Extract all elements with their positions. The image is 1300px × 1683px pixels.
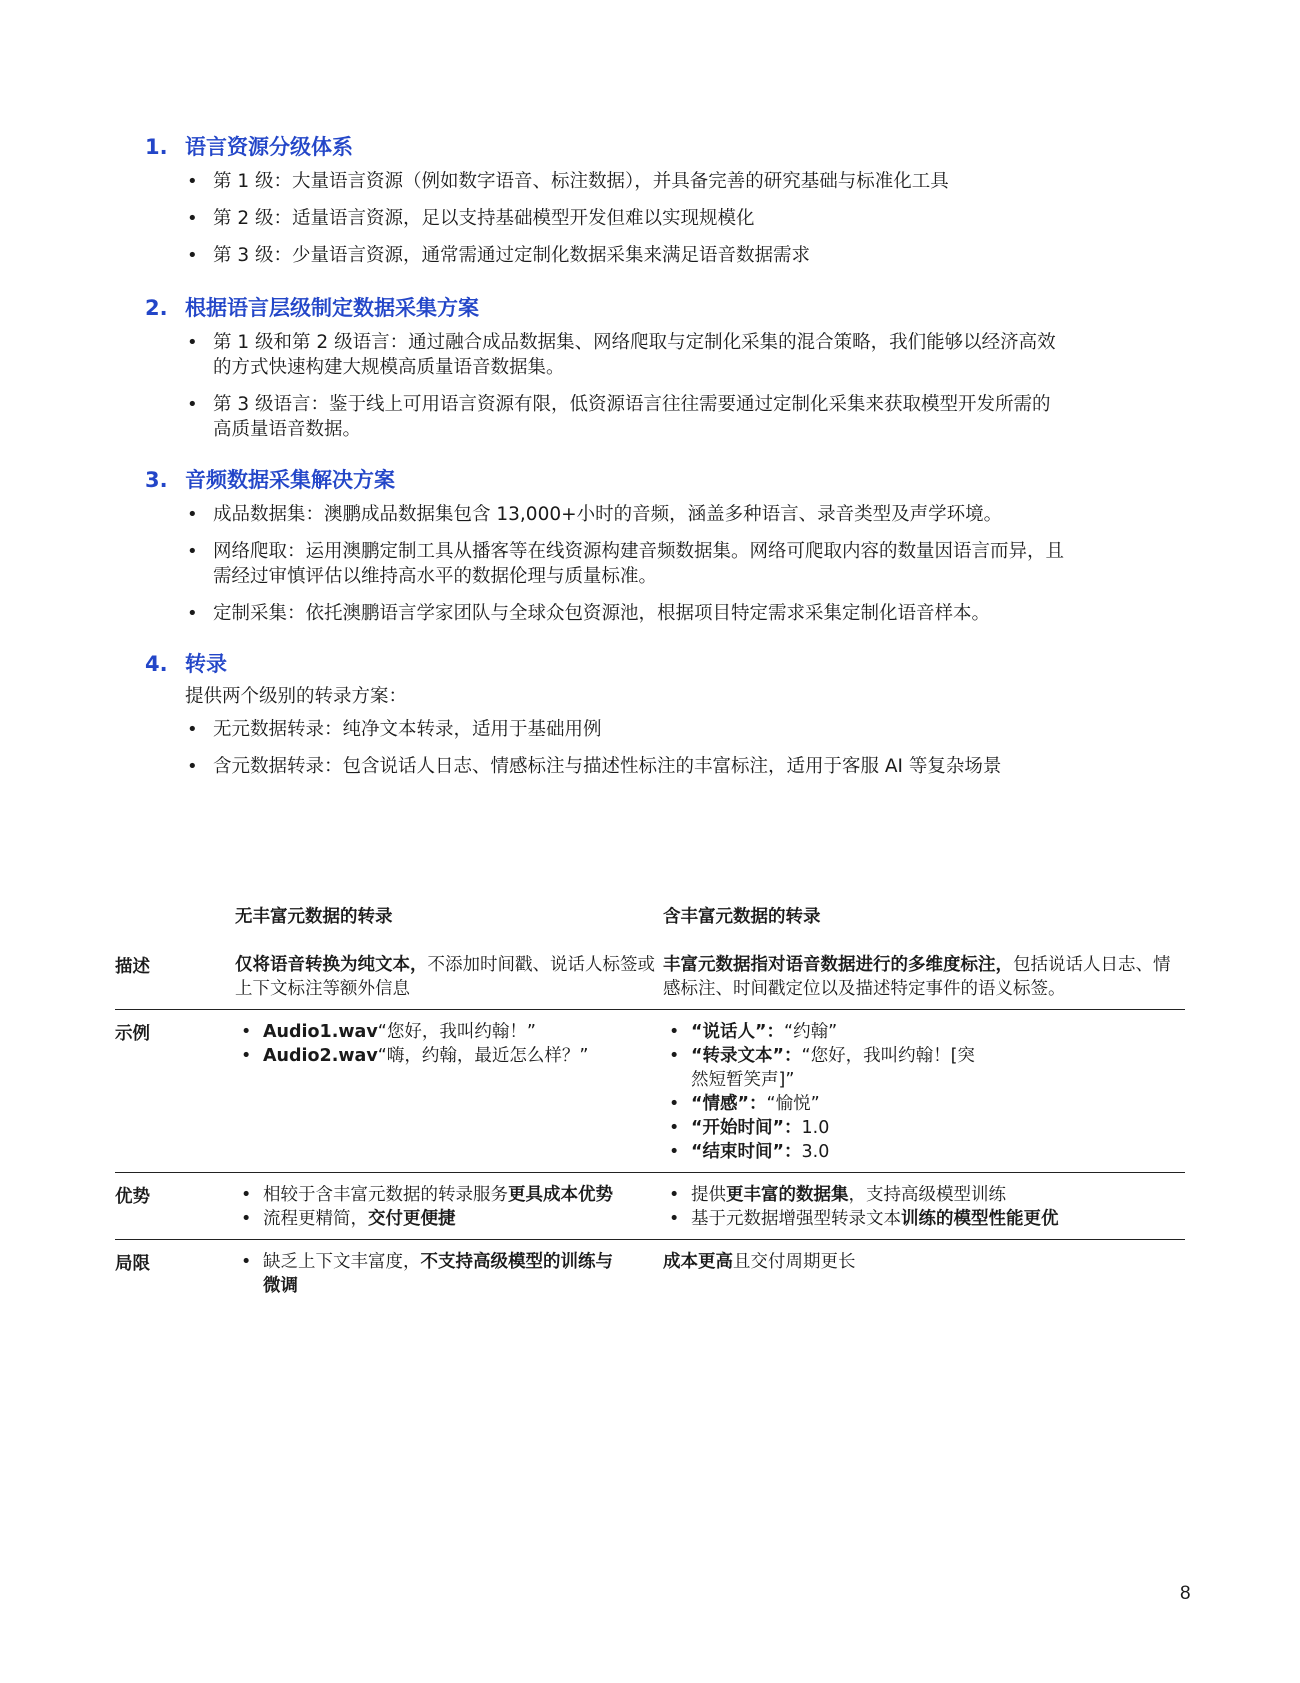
description-with-metadata	[663, 943, 1185, 1009]
section-4-heading	[145, 650, 1145, 678]
column-header-with-metadata: 含丰富元数据的转录	[663, 907, 821, 927]
list-item	[235, 1250, 615, 1298]
list-item: • 第 3 级：少量语言资源，通常需通过定制化数据采集来满足语音数据需求	[185, 243, 1145, 268]
section-3	[145, 466, 1145, 638]
limitation-list	[235, 1250, 615, 1298]
list-item	[663, 1183, 1185, 1207]
section-1-heading	[145, 133, 1145, 161]
field-value: 1.0	[801, 1118, 830, 1138]
row-label: 优势	[115, 1187, 150, 1207]
field-value: 3.0	[801, 1142, 830, 1162]
section-4	[145, 650, 1145, 791]
field-key: “开始时间”：	[691, 1118, 802, 1138]
list-item: • 定制采集：依托澳鹏语言学家团队与全球众包资源池，根据项目特定需求采集定制化语音样本。	[185, 601, 1065, 626]
body-text: 基于元数据增强型转录文本	[691, 1209, 901, 1229]
section-title: 语言资源分级体系	[185, 135, 353, 159]
row-label: 局限	[115, 1254, 150, 1274]
list-item	[663, 1020, 1185, 1044]
emphasis-text: 更丰富的数据集	[726, 1185, 849, 1205]
list-item	[235, 1183, 615, 1207]
row-label: 示例	[115, 1024, 150, 1044]
bullet-list	[185, 502, 1065, 626]
list-item	[235, 1207, 615, 1231]
section-intro: 提供两个级别的转录方案：	[185, 686, 408, 707]
transcript-text: “嗨，约翰，最近怎么样？”	[377, 1046, 589, 1066]
emphasis-text: 训练的模型性能更优	[901, 1209, 1059, 1229]
list-item: • 网络爬取：运用澳鹏定制工具从播客等在线资源构建音频数据集。网络可爬取内容的数量因语言而异，且需经过审慎评估以维持高水平的数据伦理与质量标准。	[185, 539, 1065, 589]
list-item	[663, 1044, 981, 1092]
example-list	[235, 1020, 663, 1068]
body-text: 缺乏上下文丰富度，	[263, 1252, 421, 1272]
section-3-heading	[145, 466, 1145, 494]
file-name: Audio2.wav	[263, 1046, 378, 1066]
table-row-advantage	[115, 1173, 1185, 1240]
list-item	[663, 1140, 1185, 1164]
section-title: 转录	[185, 652, 227, 676]
body-text: ，支持高级模型训练	[848, 1185, 1006, 1205]
list-item	[663, 1116, 1185, 1140]
example-without-metadata	[235, 1010, 663, 1172]
advantage-list	[235, 1183, 615, 1231]
emphasis-text: 不支持高级模型的训练与微调	[263, 1252, 613, 1296]
limitation-with-metadata	[663, 1240, 1185, 1306]
body-text: 包括说话人日志、情感标注、时间戳定位以及描述特定事件的语义标签。	[663, 955, 1171, 999]
list-item: • 第 3 级语言：鉴于线上可用语言资源有限，低资源语言往往需要通过定制化采集来获取模型开发所需的高质量语音数据。	[185, 392, 1065, 442]
list-item: • 无元数据转录：纯净文本转录，适用于基础用例	[185, 717, 1065, 742]
bullet-list	[185, 330, 1065, 442]
advantage-without-metadata	[235, 1173, 663, 1239]
limitation-without-metadata	[235, 1240, 663, 1306]
section-1	[145, 133, 1145, 280]
list-item: • 含元数据转录：包含说话人日志、情感标注与描述性标注的丰富标注，适用于客服 AI 等复杂场景	[185, 754, 1065, 779]
body-text: 且交付周期更长	[733, 1252, 856, 1272]
table-row-limitation	[115, 1240, 1185, 1306]
page-number: 8	[1180, 1583, 1191, 1604]
field-key: “说话人”：	[691, 1022, 785, 1042]
section-number: 4.	[145, 652, 168, 676]
body-text: 提供	[691, 1185, 726, 1205]
bullet-list	[185, 717, 1065, 779]
example-list	[663, 1020, 1185, 1164]
field-value: “您好，我叫约翰！[突然短暂笑声]”	[691, 1046, 975, 1090]
section-number: 3.	[145, 468, 168, 492]
list-item: • 第 1 级和第 2 级语言：通过融合成品数据集、网络爬取与定制化采集的混合策略，我们能够以经济高效的方式快速构建大规模高质量语音数据集。	[185, 330, 1065, 380]
emphasis-text: 交付更便捷	[368, 1209, 456, 1229]
header-empty-cell	[115, 895, 235, 937]
section-title: 根据语言层级制定数据采集方案	[185, 296, 479, 320]
emphasis-text: 成本更高	[663, 1252, 733, 1272]
list-item	[235, 1044, 663, 1068]
file-name: Audio1.wav	[263, 1022, 378, 1042]
table-header-row	[115, 895, 1185, 937]
field-key: “转录文本”：	[691, 1046, 802, 1066]
field-key: “情感”：	[691, 1094, 767, 1114]
section-number: 2.	[145, 296, 168, 320]
emphasis-text: 更具成本优势	[508, 1185, 613, 1205]
section-2-heading	[145, 294, 1145, 322]
body-text: 不添加时间戳、说话人标签或上下文标注等额外信息	[235, 955, 655, 999]
section-number: 1.	[145, 135, 168, 159]
advantage-list	[663, 1183, 1185, 1231]
list-item: • 成品数据集：澳鹏成品数据集包含 13,000+小时的音频，涵盖多种语言、录音类型及声学环境。	[185, 502, 1065, 527]
list-item	[235, 1020, 663, 1044]
section-title: 音频数据采集解决方案	[185, 468, 395, 492]
transcript-text: “您好，我叫约翰！”	[377, 1022, 536, 1042]
list-item	[663, 1092, 1185, 1116]
emphasis-text: 丰富元数据指对语音数据进行的多维度标注，	[663, 955, 1013, 975]
field-value: “约翰”	[784, 1022, 838, 1042]
comparison-table	[115, 895, 1185, 1306]
field-key: “结束时间”：	[691, 1142, 802, 1162]
row-label: 描述	[115, 957, 150, 977]
table-row-description	[115, 943, 1185, 1010]
field-value: “愉悦”	[766, 1094, 820, 1114]
list-item: • 第 1 级：大量语言资源（例如数字语音、标注数据），并具备完善的研究基础与标准化工具	[185, 169, 1145, 194]
advantage-with-metadata	[663, 1173, 1185, 1239]
example-with-metadata	[663, 1010, 1185, 1172]
emphasis-text: 仅将语音转换为纯文本，	[235, 955, 428, 975]
bullet-list	[185, 169, 1145, 268]
description-without-metadata	[235, 943, 663, 1009]
body-text: 相较于含丰富元数据的转录服务	[263, 1185, 508, 1205]
body-text: 流程更精简，	[263, 1209, 368, 1229]
section-2	[145, 294, 1145, 454]
list-item: • 第 2 级：适量语言资源，足以支持基础模型开发但难以实现规模化	[185, 206, 1145, 231]
list-item	[663, 1207, 1185, 1231]
table-row-example	[115, 1010, 1185, 1173]
column-header-without-metadata: 无丰富元数据的转录	[235, 907, 393, 927]
